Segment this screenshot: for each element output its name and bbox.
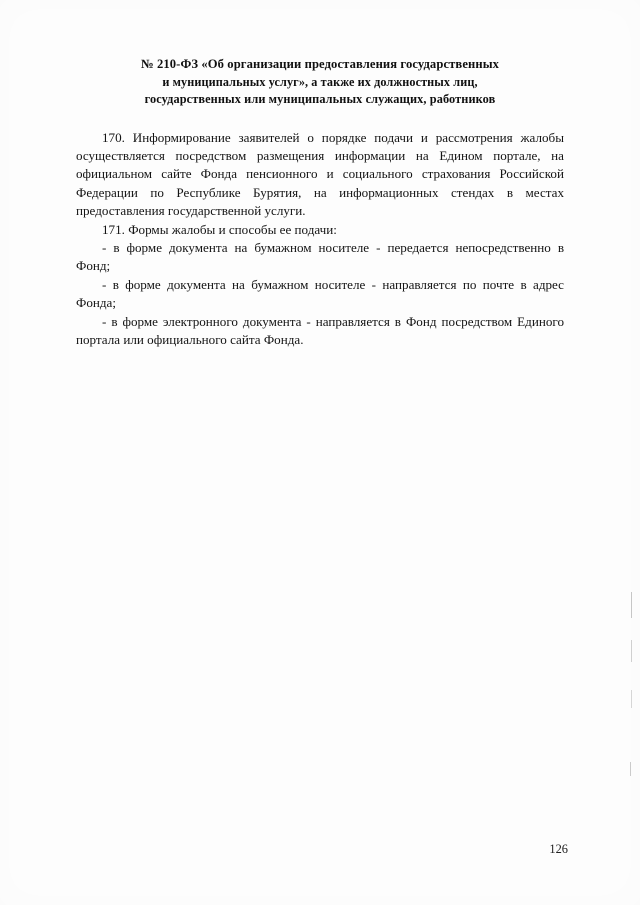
paragraph-171-item-3: - в форме электронного документа - направляется в Фонд посредством Единого портала или официального сайта Фонда. <box>76 313 564 347</box>
document-content <box>76 56 564 349</box>
scan-artifact-mark <box>631 690 632 708</box>
scan-artifact-mark <box>631 640 632 662</box>
paragraph-171-item-2: - в форме документа на бумажном носителе - направляется по почте в адрес Фонда; <box>76 276 564 311</box>
document-title <box>76 56 564 109</box>
paragraph-170: 170. Информирование заявителей о порядке подачи и рассмотрения жалобы осуществляется посредством размещения информации на Едином портале, на официальном сайте Фонда пенсионного и социального страхования Российской Федерации по Республике Бурятия, на информационных стендах в местах предоставления государственной услуги. <box>76 129 564 219</box>
scan-artifact-mark <box>630 762 631 776</box>
paragraph-171-item-1: - в форме документа на бумажном носителе - передается непосредственно в Фонд; <box>76 239 564 274</box>
title-line-1: № 210-ФЗ «Об организации предоставления государственных <box>140 57 500 71</box>
title-line-2: и муниципальных услуг», а также их должностных лиц, <box>162 74 478 89</box>
scan-artifact-mark <box>631 592 632 618</box>
title-line-3: государственных или муниципальных служащих, работников <box>144 92 496 106</box>
paragraph-171: 171. Формы жалобы и способы ее подачи: <box>102 221 337 237</box>
page-number: 126 <box>549 842 568 856</box>
document-body <box>76 129 564 350</box>
